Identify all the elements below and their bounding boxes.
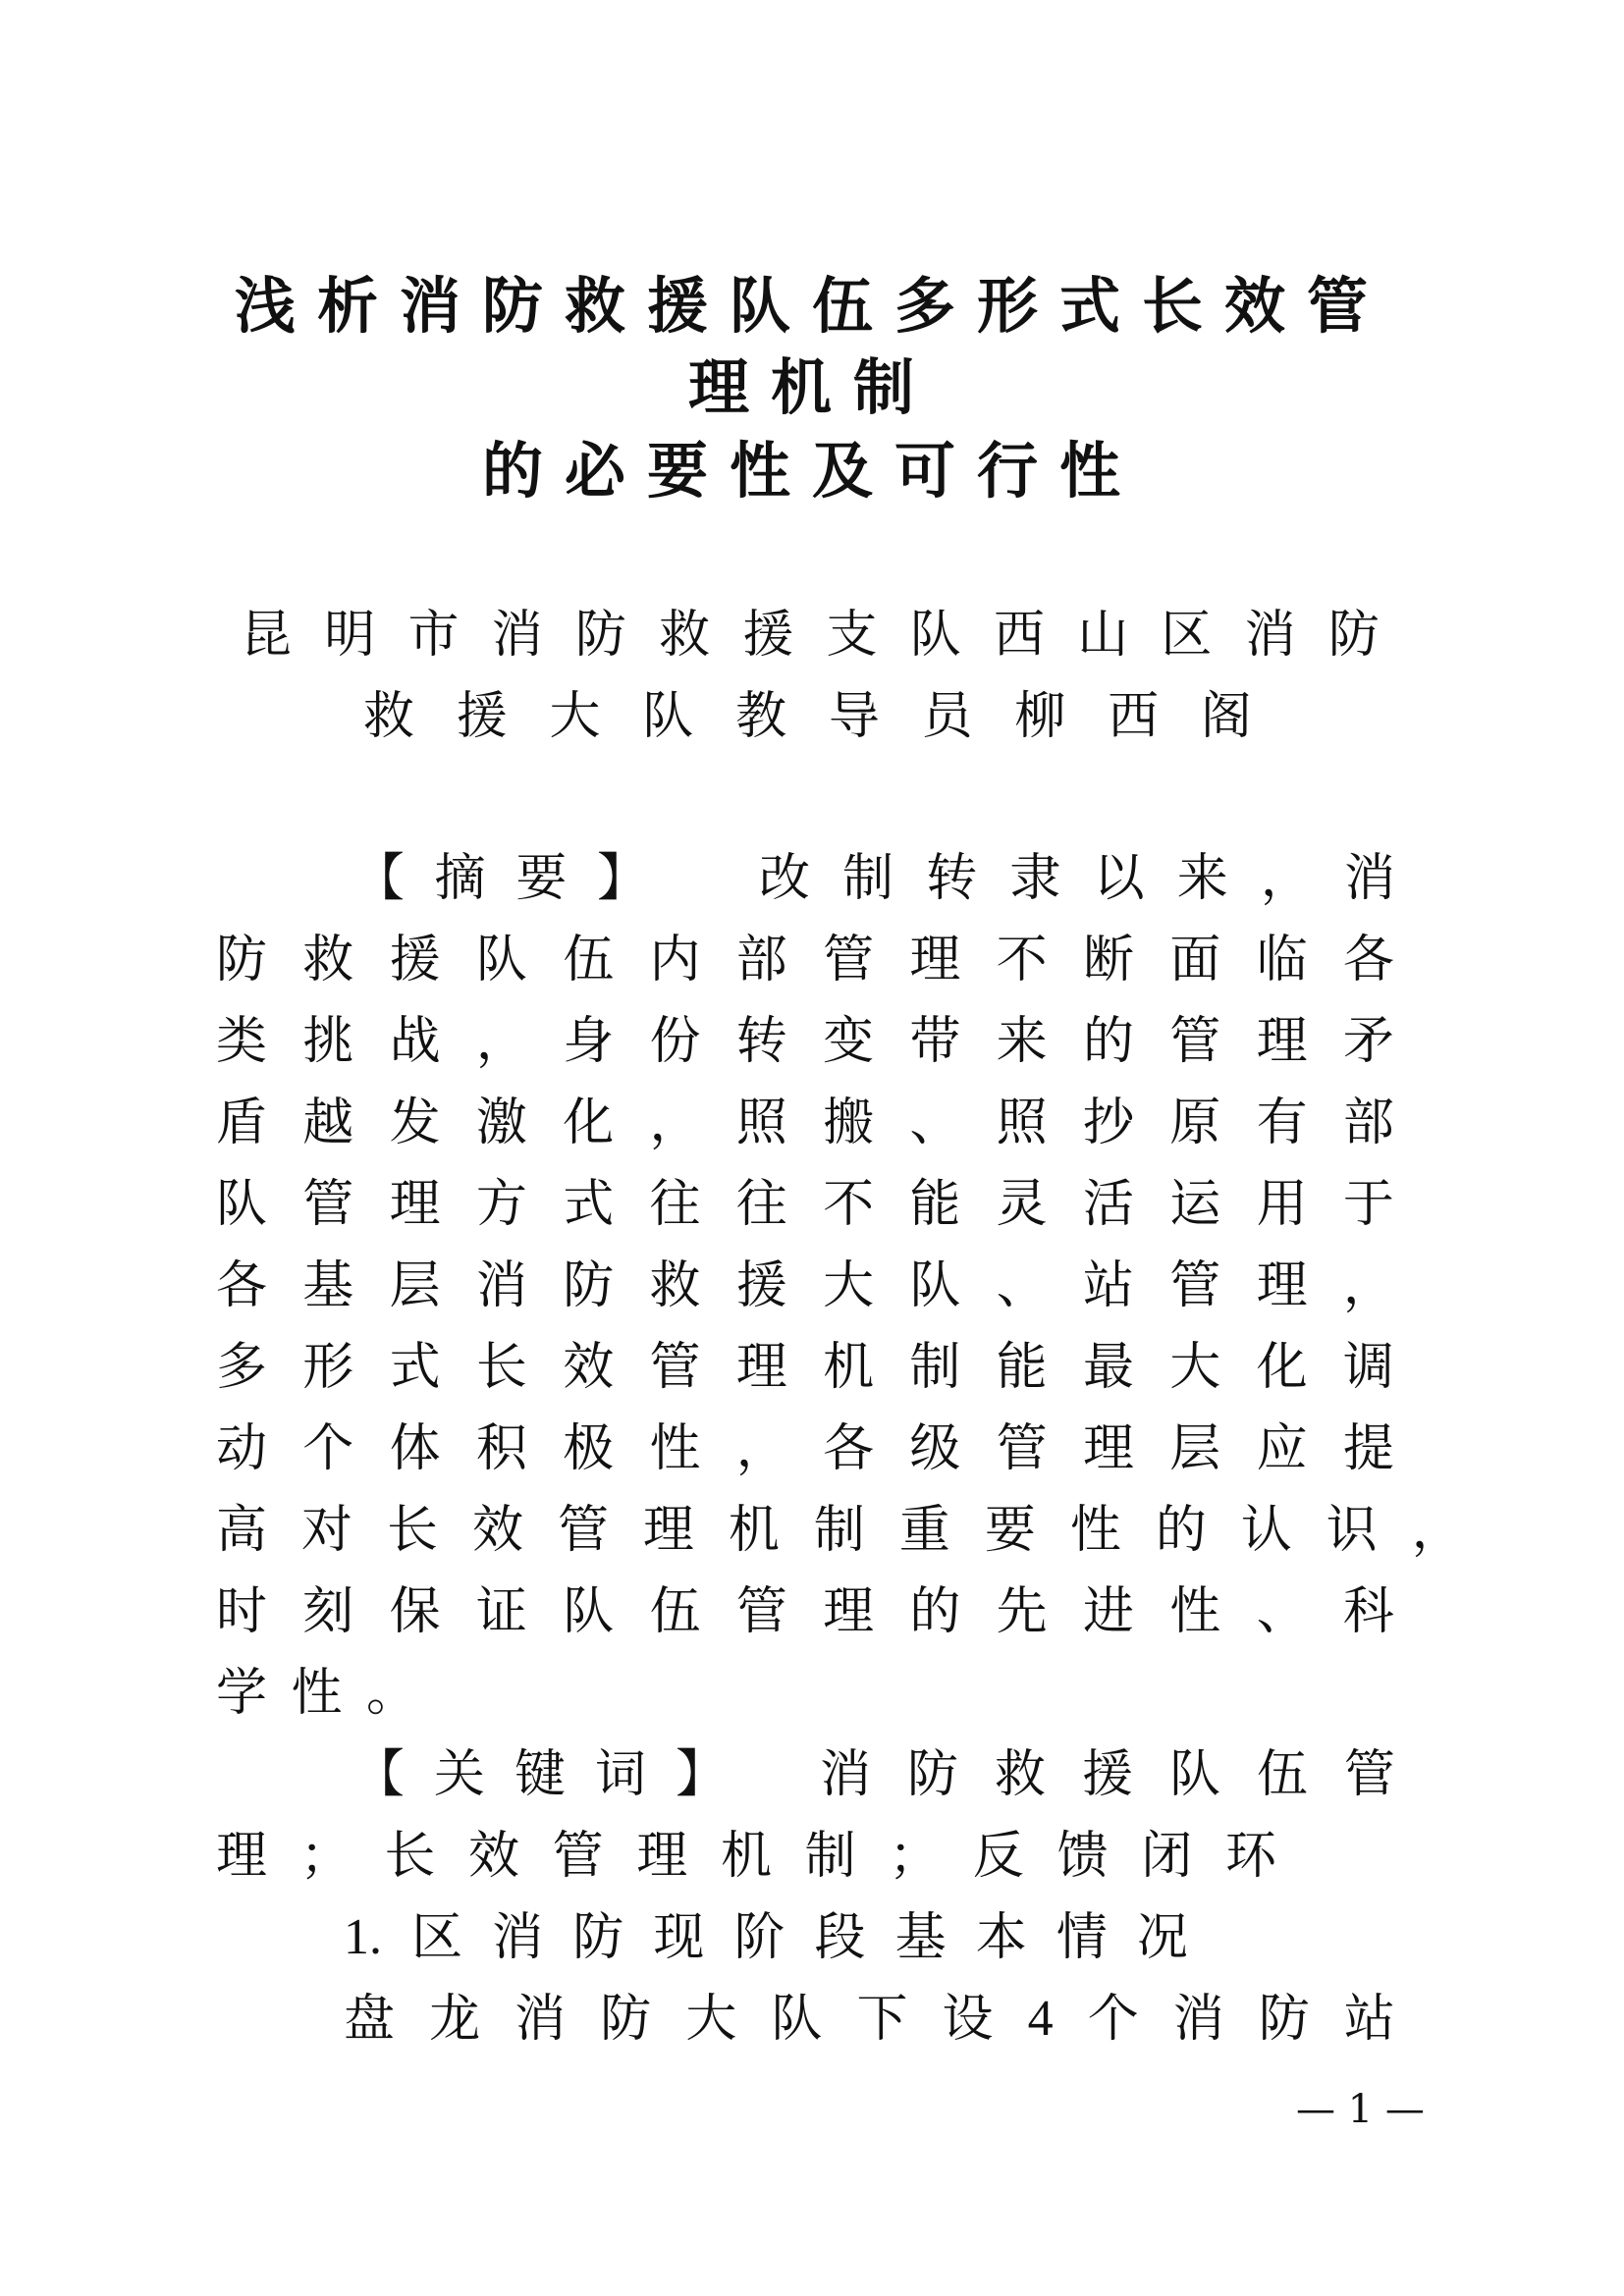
- keywords-line-2: 理 ； 长 效 管 理 机 制 ； 反 馈 闭 环: [216, 1827, 1276, 1886]
- title-line-2: 理机制: [687, 351, 936, 423]
- page-number: — 1 —: [1296, 2087, 1425, 2132]
- abstract-line: 时 刻 保 证 队 伍 管 理 的 先 进 性 、 科: [216, 1582, 1394, 1641]
- author-line-1: 昆 明 市 消 防 救 援 支 队 西 山 区 消 防: [241, 606, 1380, 665]
- abstract-line: 各 基 层 消 防 救 援 大 队 、 站 管 理 ，: [216, 1256, 1394, 1315]
- title-line-3: 的必要性及可行性: [481, 435, 1142, 507]
- keywords-line-1: 消 防 救 援 队 伍 管: [820, 1745, 1395, 1804]
- abstract-line: 高 对 长 效 管 理 机 制 重 要 性 的 认 识 ，: [216, 1501, 1463, 1560]
- section-1-first-line: 盘 龙 消 防 大 队 下 设 4 个 消 防 站: [344, 1990, 1395, 2049]
- abstract-line: 盾 越 发 激 化 ， 照 搬 、 照 抄 原 有 部: [216, 1094, 1394, 1152]
- abstract-label: 【 摘 要 】: [353, 849, 648, 908]
- author-line-2: 救 援 大 队 教 导 员 柳 西 阁: [363, 687, 1252, 746]
- section-1-heading: 1. 区 消 防 现 阶 段 基 本 情 况: [344, 1908, 1188, 1967]
- keywords-label: 【 关 键 词 】: [353, 1745, 727, 1804]
- abstract-line: 队 管 理 方 式 往 往 不 能 灵 活 运 用 于: [216, 1175, 1394, 1234]
- abstract-line: 动 个 体 积 极 性 ， 各 级 管 理 层 应 提: [216, 1419, 1394, 1478]
- abstract-line: 类 挑 战 ， 身 份 转 变 带 来 的 管 理 矛: [216, 1012, 1394, 1071]
- abstract-line: 学 性 。: [216, 1664, 417, 1723]
- title-line-1: 浅析消防救援队伍多形式长效管: [234, 270, 1389, 342]
- abstract-line: 多 形 式 长 效 管 理 机 制 能 最 大 化 调: [216, 1338, 1394, 1397]
- abstract-line: 防 救 援 队 伍 内 部 管 理 不 断 面 临 各: [216, 931, 1394, 989]
- abstract-line: 改 制 转 隶 以 来 ， 消: [759, 849, 1395, 908]
